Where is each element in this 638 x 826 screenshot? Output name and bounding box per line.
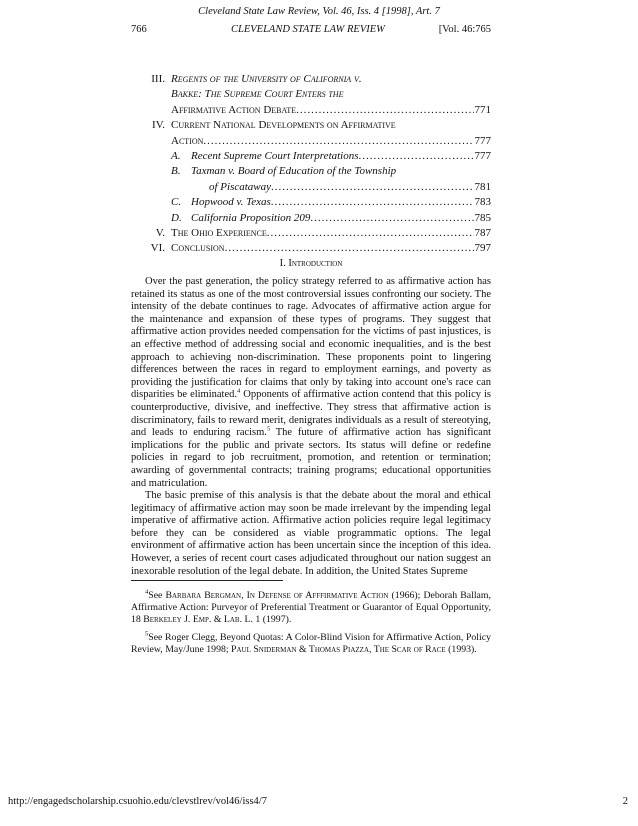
toc-number: A. xyxy=(171,149,181,162)
toc-entry xyxy=(131,211,491,226)
paragraph xyxy=(131,276,491,490)
toc-title: California Proposition 209 xyxy=(191,211,311,224)
footnote-divider xyxy=(131,580,283,581)
toc-entry-cont xyxy=(131,180,491,195)
toc-entry xyxy=(131,118,491,133)
toc-page: 781 xyxy=(474,180,491,193)
body-text xyxy=(131,276,491,578)
toc-page: 783 xyxy=(474,196,491,209)
toc-title: The Ohio Experience xyxy=(171,226,267,239)
toc-entry-cont xyxy=(131,134,491,149)
footnote-mark: 5 xyxy=(145,630,149,638)
footnote-text: See Roger Clegg, Beyond Quotas: A Color-Blind Vision for Affirmative Action, Policy Review, May/June 1998; xyxy=(131,632,491,655)
footnote-5 xyxy=(131,632,491,656)
section-heading: I. Introduction xyxy=(279,258,343,269)
toc-title: Action xyxy=(171,134,204,147)
footnote-text: (1993). xyxy=(445,644,477,655)
toc-title: Affirmative Action Debate xyxy=(171,103,297,116)
toc-entry-cont xyxy=(131,87,491,102)
toc-title: Conclusion xyxy=(171,242,225,255)
toc-page: 797 xyxy=(474,242,491,255)
toc-title: Recent Supreme Court Interpretations xyxy=(191,149,359,162)
toc-page: 787 xyxy=(474,226,491,239)
toc-number: IV. xyxy=(152,119,165,132)
footnote-text: Berkeley J. Emp. & Lab. L. xyxy=(143,614,253,625)
toc-title: of Piscataway xyxy=(209,180,272,193)
footnote-text: 1 (1997). xyxy=(252,614,292,625)
toc-page: 771 xyxy=(474,103,491,116)
footnote-ref-5[interactable]: 5 xyxy=(266,425,271,433)
toc-title: Current National Developments on Affirmative xyxy=(171,119,396,132)
footer-page-number: 2 xyxy=(622,796,628,807)
toc-number: III. xyxy=(151,73,165,85)
footnote-text: Paul Sniderman & Thomas Piazza, The Scar of Race xyxy=(231,644,446,655)
toc-page: 777 xyxy=(474,134,491,147)
running-head-journal: CLEVELAND STATE LAW REVIEW xyxy=(231,24,385,35)
paragraph-text: Over the past generation, the policy strategy referred to as affirmative action has retained its status as one of the most controversial issues confronting our society. The intensity of the debate continues to rage. Advocates of affirmative action argue for the maintenance and expansion of these types of programs. They suggest that affirmative action provides needed compensation for the victims of past injustices, is an effective method of addressing social and economic inequalities, and is the best approach to achieving non-discrimination. These proponents point to lingering differences between the races in regard to employment earnings, and poverty as providing the justification for claims that only by taking into account one's race can disparities be eliminated. xyxy=(131,276,491,401)
toc-number: B. xyxy=(171,165,181,178)
footnote-4 xyxy=(131,590,491,626)
toc-entry-cont xyxy=(131,103,491,118)
toc-title: Regents of the University of California v. xyxy=(171,73,362,85)
toc-entry xyxy=(131,226,491,241)
toc-entry xyxy=(131,195,491,210)
toc-page: 777 xyxy=(474,149,491,162)
toc-entry xyxy=(131,72,491,87)
footer-url-link[interactable]: http://engagedscholarship.csuohio.edu/clevstlrev/vol46/iss4/7 xyxy=(8,796,267,807)
toc-number: C. xyxy=(171,196,182,209)
toc-title: Hopwood v. Texas xyxy=(191,196,271,209)
toc-page: 785 xyxy=(474,211,491,224)
toc-number: V. xyxy=(155,226,165,239)
top-citation: Cleveland State Law Review, Vol. 46, Iss. 4 [1998], Art. 7 xyxy=(198,6,440,17)
footnote-mark: 4 xyxy=(145,588,149,596)
footnotes xyxy=(131,590,491,662)
running-head-volume: [Vol. 46:765 xyxy=(438,24,491,35)
paragraph-text: The future of affirmative action has significant implications for the public and private sectors. Its status will define or redefine policies in regard to job recruitment, promotion, and retention or termination; awarding of governmental contracts; training programs; educational opportunities and matriculation. xyxy=(131,427,491,489)
toc-title: Taxman v. Board of Education of the Township xyxy=(191,165,397,178)
footnote-text: See xyxy=(148,590,166,601)
running-head-page: 766 xyxy=(131,24,147,35)
footnote-text: Barbara Bergman, In Defense of Afffirmative Action xyxy=(165,590,389,601)
toc-entry xyxy=(131,241,491,256)
paragraph: The basic premise of this analysis is that the debate about the moral and ethical legitimacy of affirmative action may soon be made irrelevant by the impending legal imperative of affirmative action. Affirmative action policies require legal legitimacy before they can be considered as viable programmatic options. The legal environment of affirmative action has been uncertain since the inception of this idea. However, a series of recent court cases adjudicated throughout our nation suggest an inexorable resolution of the legal debate. In addition, the United States Supreme xyxy=(131,490,491,577)
toc-entry xyxy=(131,164,491,179)
toc-title: Bakke: The Supreme Court Enters the xyxy=(171,88,344,101)
footnote-ref-4[interactable]: 4 xyxy=(237,387,241,395)
toc-number: D. xyxy=(171,211,182,224)
toc-entry xyxy=(131,149,491,164)
paragraph-text: Opponents of affirmative action contend that this policy is counterproductive, divisive, and ineffective. They stress that affirmative action is discriminatory, fails to reward merit, denigrates individuals as a result of stereotying, and leads to enduring racism. xyxy=(131,389,491,439)
footnote-text: (1966); Deborah Ballam, Affirmative Action: Purveyor of Preferential Treatment or Guarantor of Equal Opportunity, 18 xyxy=(131,590,491,625)
toc-number: VI. xyxy=(150,242,165,255)
table-of-contents xyxy=(131,72,491,257)
